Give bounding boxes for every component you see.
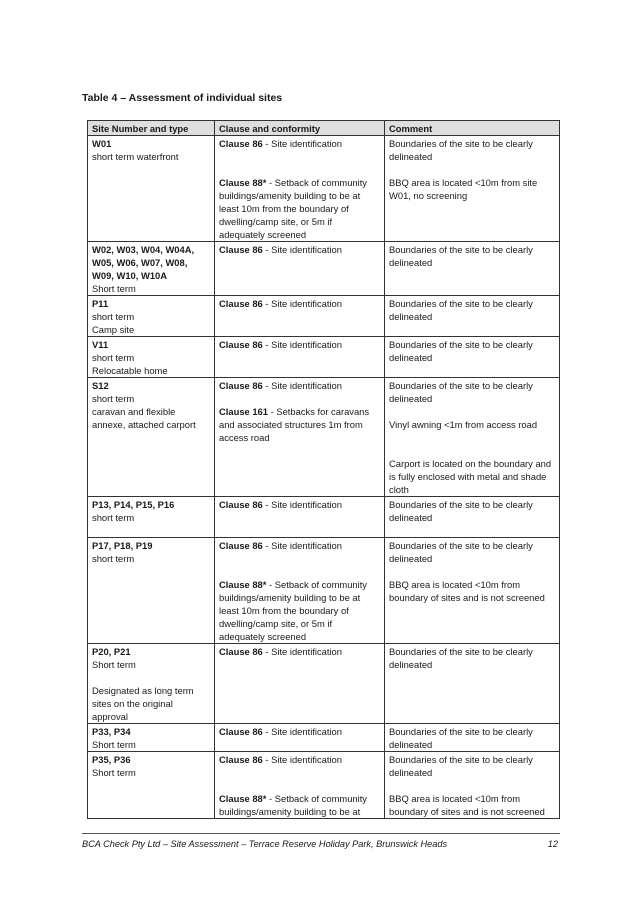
- site-number: P13, P14, P15, P16: [92, 499, 175, 510]
- clause-entry: [219, 176, 380, 241]
- clause-entry: [219, 379, 380, 392]
- clause-entry: [219, 578, 380, 643]
- table-row: [88, 497, 560, 538]
- site-type: Short term: [92, 767, 136, 778]
- clause-number: Clause 86: [219, 726, 263, 737]
- spacer: [219, 552, 380, 565]
- clause-cell: [215, 497, 385, 538]
- header-comment: Comment: [385, 121, 560, 136]
- clause-entry: [219, 243, 380, 256]
- site-number: S12: [92, 380, 109, 391]
- spacer: [219, 779, 380, 792]
- site-type: short term: [92, 352, 135, 363]
- clause-text: - Setback of community buildings/amenity building to be at least 10m from the boundary of dwelling/camp site, or 5m if adequately screened: [219, 579, 367, 642]
- comment-text: BBQ area is located <10m from site W01, no screening: [389, 177, 538, 201]
- table-row: [88, 242, 560, 296]
- site-assessment-table: [87, 120, 560, 819]
- comment-text: Carport is located on the boundary and is fully enclosed with metal and shade cloth: [389, 458, 552, 495]
- site-type: short term: [92, 311, 135, 322]
- footer-divider: [82, 833, 560, 834]
- comment-text: BBQ area is located <10m from boundary of sites and is not screened: [389, 793, 545, 817]
- table-header-row: [88, 121, 560, 136]
- site-cell: [88, 644, 215, 724]
- site-cell: [88, 337, 215, 378]
- spacer: [219, 150, 380, 163]
- site-type: Short term: [92, 659, 136, 670]
- site-cell: [88, 378, 215, 497]
- page-number: 12: [547, 839, 558, 849]
- clause-cell: [215, 378, 385, 497]
- clause-entry: [219, 405, 380, 444]
- clause-entry: [219, 498, 380, 511]
- clause-text: - Site identification: [262, 754, 342, 765]
- clause-number: Clause 86: [219, 646, 263, 657]
- site-number: W02, W03, W04, W04A, W05, W06, W07, W08, W09, W10, W10A: [92, 244, 195, 281]
- comment-text: Boundaries of the site to be clearly delineated: [389, 499, 533, 523]
- clause-cell: [215, 136, 385, 242]
- clause-text: - Site identification: [262, 540, 342, 551]
- comment-text: Boundaries of the site to be clearly delineated: [389, 339, 533, 363]
- site-type: Relocatable home: [92, 365, 168, 376]
- comment-cell: [385, 644, 560, 724]
- site-cell: [88, 538, 215, 644]
- spacer: [389, 431, 555, 444]
- comment-cell: [385, 242, 560, 296]
- comment-cell: [385, 497, 560, 538]
- spacer: [219, 163, 380, 176]
- site-type: [92, 671, 210, 684]
- comment-text: BBQ area is located <10m from boundary of sites and is not screened: [389, 579, 545, 603]
- comment-text: Boundaries of the site to be clearly delineated: [389, 244, 533, 268]
- spacer: [389, 565, 555, 578]
- clause-number: Clause 86: [219, 540, 263, 551]
- comment-cell: [385, 378, 560, 497]
- site-number: P11: [92, 298, 109, 309]
- site-type: short term waterfront: [92, 151, 179, 162]
- spacer: [389, 163, 555, 176]
- site-cell: [88, 242, 215, 296]
- comment-cell: [385, 538, 560, 644]
- header-site-number: Site Number and type: [88, 121, 215, 136]
- footer-text: BCA Check Pty Ltd – Site Assessment – Terrace Reserve Holiday Park, Brunswick Heads: [82, 839, 448, 849]
- site-cell: [88, 136, 215, 242]
- comment-cell: [385, 337, 560, 378]
- spacer: [219, 392, 380, 405]
- comment-text: Boundaries of the site to be clearly delineated: [389, 540, 533, 564]
- comment-text: Boundaries of the site to be clearly delineated: [389, 754, 533, 778]
- clause-entry: [219, 539, 380, 552]
- site-number: P33, P34: [92, 726, 131, 737]
- spacer: [389, 779, 555, 792]
- spacer: [92, 524, 210, 537]
- clause-text: - Site identification: [262, 244, 342, 255]
- site-number: P17, P18, P19: [92, 540, 153, 551]
- table-row: [88, 337, 560, 378]
- clause-entry: [219, 725, 380, 738]
- clause-entry: [219, 753, 380, 766]
- clause-number: Clause 86: [219, 244, 263, 255]
- comment-text: Boundaries of the site to be clearly delineated: [389, 138, 533, 162]
- clause-entry: [219, 645, 380, 658]
- clause-number: Clause 86: [219, 298, 263, 309]
- site-number: P35, P36: [92, 754, 131, 765]
- clause-number: Clause 86: [219, 339, 263, 350]
- clause-entry: [219, 297, 380, 310]
- site-number: W01: [92, 138, 112, 149]
- clause-text: - Site identification: [262, 499, 342, 510]
- clause-number: Clause 161: [219, 406, 268, 417]
- site-number: P20, P21: [92, 646, 131, 657]
- clause-cell: [215, 752, 385, 819]
- comment-cell: [385, 724, 560, 752]
- clause-number: Clause 86: [219, 380, 263, 391]
- clause-text: - Site identification: [262, 138, 342, 149]
- site-cell: [88, 752, 215, 819]
- comment-cell: [385, 136, 560, 242]
- comment-text: Boundaries of the site to be clearly delineated: [389, 298, 533, 322]
- site-cell: [88, 497, 215, 538]
- table-title: Table 4 – Assessment of individual sites: [82, 92, 283, 104]
- clause-text: - Setback of community buildings/amenity building to be at: [219, 793, 367, 817]
- clause-text: - Site identification: [262, 298, 342, 309]
- table-row: [88, 378, 560, 497]
- table-row: [88, 296, 560, 337]
- clause-entry: [219, 792, 380, 818]
- clause-text: - Site identification: [262, 380, 342, 391]
- comment-text: Vinyl awning <1m from access road: [389, 419, 538, 430]
- site-type: short term: [92, 393, 135, 404]
- site-type: Designated as long term sites on the original approval: [92, 685, 194, 722]
- clause-cell: [215, 242, 385, 296]
- clause-number: Clause 86: [219, 499, 263, 510]
- site-type: Short term: [92, 283, 136, 294]
- table-row: [88, 538, 560, 644]
- comment-text: Boundaries of the site to be clearly delineated: [389, 646, 533, 670]
- clause-text: - Site identification: [262, 339, 342, 350]
- clause-cell: [215, 296, 385, 337]
- site-type: Short term: [92, 739, 136, 750]
- site-cell: [88, 296, 215, 337]
- clause-cell: [215, 337, 385, 378]
- table-row: [88, 136, 560, 242]
- site-type: Camp site: [92, 324, 135, 335]
- header-clause: Clause and conformity: [215, 121, 385, 136]
- spacer: [389, 405, 555, 418]
- clause-number: Clause 88*: [219, 793, 267, 804]
- site-type: short term: [92, 553, 135, 564]
- table-row: [88, 644, 560, 724]
- clause-number: Clause 86: [219, 754, 263, 765]
- clause-number: Clause 88*: [219, 177, 267, 188]
- clause-cell: [215, 724, 385, 752]
- table-row: [88, 752, 560, 819]
- clause-text: - Setbacks for caravans and associated structures 1m from access road: [219, 406, 370, 443]
- clause-entry: [219, 338, 380, 351]
- spacer: [219, 565, 380, 578]
- clause-entry: [219, 137, 380, 150]
- spacer: [389, 444, 555, 457]
- clause-number: Clause 86: [219, 138, 263, 149]
- clause-cell: [215, 644, 385, 724]
- site-type: caravan and flexible annexe, attached carport: [92, 406, 196, 430]
- comment-cell: [385, 752, 560, 819]
- site-cell: [88, 724, 215, 752]
- spacer: [219, 766, 380, 779]
- clause-text: - Site identification: [262, 646, 342, 657]
- table-row: [88, 724, 560, 752]
- comment-text: Boundaries of the site to be clearly delineated: [389, 380, 533, 404]
- comment-text: Boundaries of the site to be clearly delineated: [389, 726, 533, 750]
- clause-cell: [215, 538, 385, 644]
- comment-cell: [385, 296, 560, 337]
- site-type: short term: [92, 512, 135, 523]
- clause-text: - Site identification: [262, 726, 342, 737]
- site-number: V11: [92, 339, 109, 350]
- clause-text: - Setback of community buildings/amenity building to be at least 10m from the boundary of dwelling/camp site, or 5m if adequately screened: [219, 177, 367, 240]
- clause-number: Clause 88*: [219, 579, 267, 590]
